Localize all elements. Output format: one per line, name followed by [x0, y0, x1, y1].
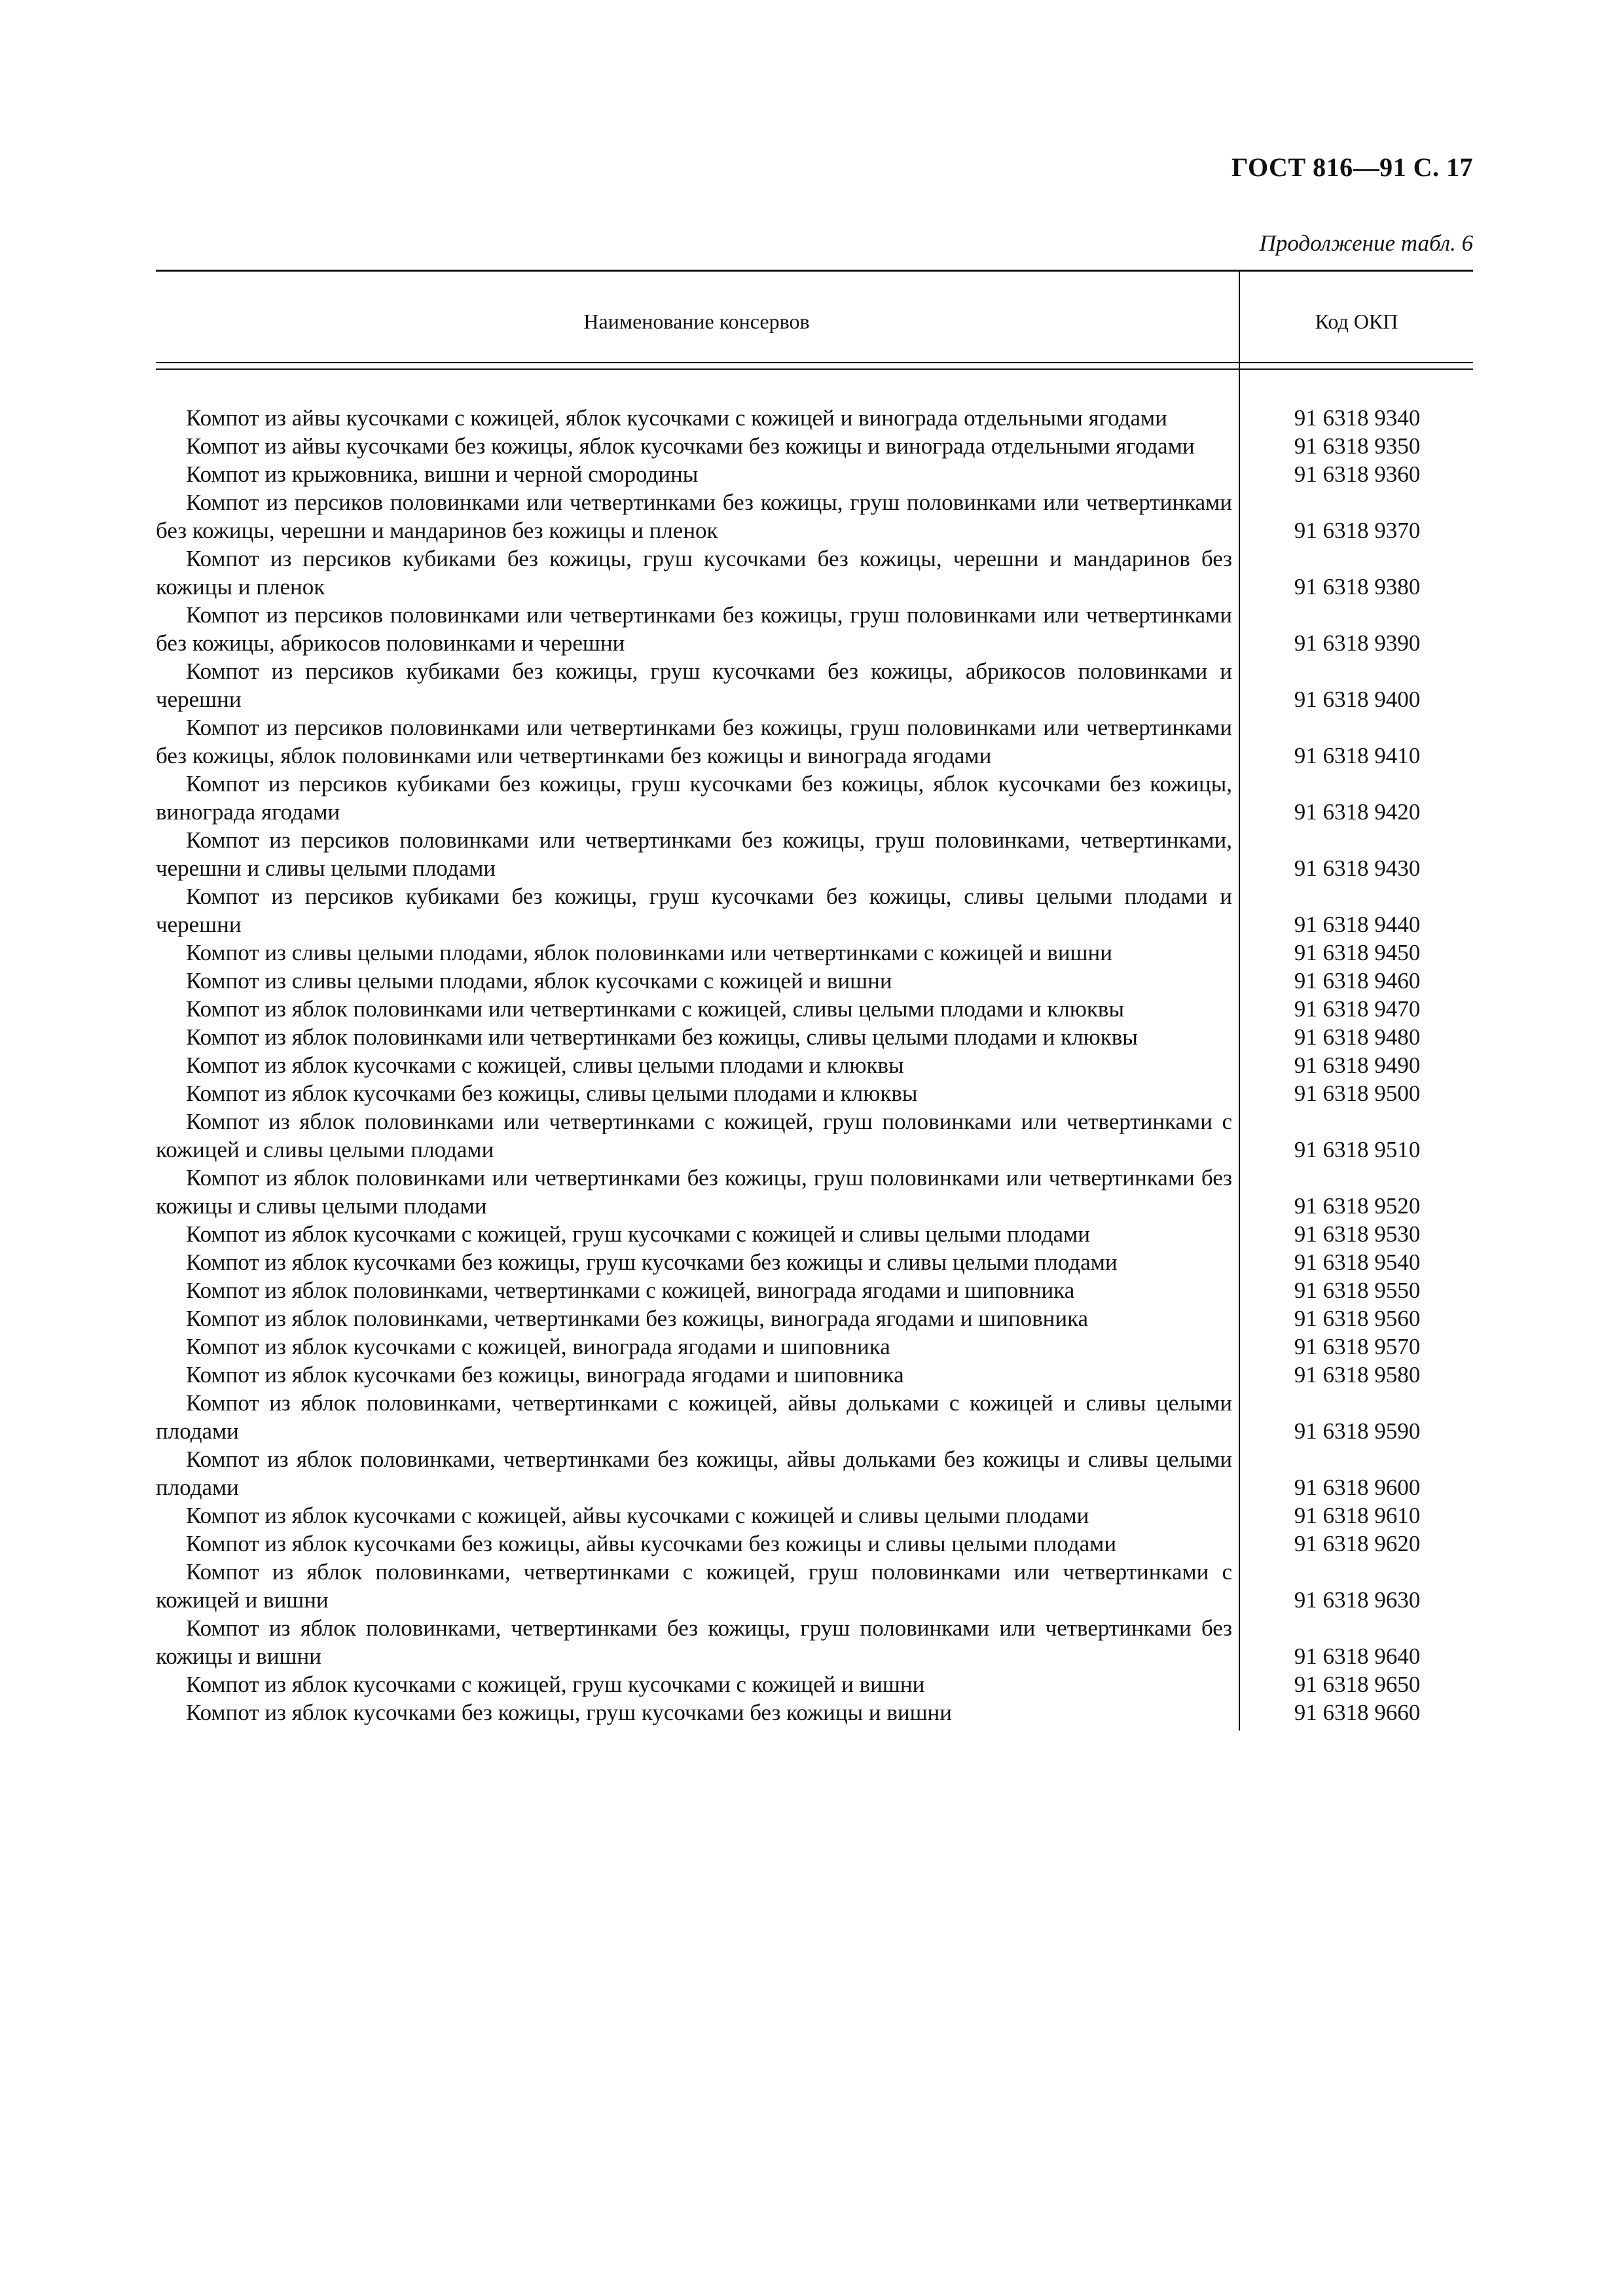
okp-code-cell: 91 6318 9500 [1294, 1081, 1421, 1106]
okp-code-cell: 91 6318 9510 [1294, 1137, 1421, 1162]
product-name-cell: Компот из персиков половинками или четвертинками без кожицы, груш половинками или четвертинками без кожицы, яблок половинками или четвертинками без кожицы и винограда ягодами [156, 715, 1232, 768]
okp-code-cell: 91 6318 9570 [1294, 1334, 1421, 1359]
okp-code-cell: 91 6318 9650 [1294, 1672, 1421, 1697]
table-row [156, 1445, 1473, 1501]
table-row [156, 1501, 1473, 1530]
okp-code-cell: 91 6318 9370 [1294, 518, 1421, 543]
okp-code-table [156, 270, 1473, 1727]
table-row [156, 1079, 1473, 1107]
table-row [156, 488, 1473, 545]
product-name-cell: Компот из яблок половинками или четвертинками с кожицей, груш половинками или четвертинками с кожицей и сливы целыми плодами [156, 1109, 1232, 1162]
product-name-cell: Компот из айвы кусочками с кожицей, яблок кусочками с кожицей и винограда отдельными ягодами [186, 405, 1167, 431]
table-row [156, 995, 1473, 1023]
okp-code-cell: 91 6318 9460 [1294, 968, 1421, 994]
table-row [156, 1164, 1473, 1220]
table-row [156, 1107, 1473, 1164]
table-row [156, 1614, 1473, 1670]
product-name-cell: Компот из яблок половинками, четвертинками с кожицей, груш половинками или четвертинками с кожицей и вишни [156, 1559, 1232, 1613]
table-row [156, 1698, 1473, 1727]
table-row [156, 1051, 1473, 1079]
product-name-cell: Компот из яблок кусочками с кожицей, сливы целыми плодами и клюквы [186, 1052, 904, 1078]
table-row [156, 713, 1473, 770]
okp-code-cell: 91 6318 9590 [1294, 1418, 1421, 1444]
table-row [156, 826, 1473, 882]
table-row [156, 1333, 1473, 1361]
product-name-cell: Компот из яблок кусочками без кожицы, груш кусочками без кожицы и сливы целыми плодами [186, 1249, 1118, 1275]
product-name-cell: Компот из яблок половинками, четвертинками без кожицы, груш половинками или четвертинками без кожицы и вишни [156, 1615, 1232, 1669]
okp-code-cell: 91 6318 9440 [1294, 912, 1421, 937]
okp-code-cell: 91 6318 9660 [1294, 1700, 1421, 1725]
product-name-cell: Компот из айвы кусочками без кожицы, яблок кусочками без кожицы и винограда отдельными ягодами [186, 433, 1195, 459]
product-name-cell: Компот из яблок половинками, четвертинками без кожицы, айвы дольками без кожицы и сливы целыми плодами [156, 1446, 1232, 1500]
table-row [156, 770, 1473, 826]
column-header-code: Код ОКП [1315, 310, 1398, 333]
okp-code-cell: 91 6318 9600 [1294, 1475, 1421, 1500]
product-name-cell: Компот из яблок половинками или четвертинками с кожицей, сливы целыми плодами и клюквы [186, 996, 1124, 1022]
product-name-cell: Компот из персиков кубиками без кожицы, груш кусочками без кожицы, сливы целыми плодами и черешни [156, 884, 1232, 937]
okp-code-cell: 91 6318 9400 [1294, 687, 1421, 712]
page-header: ГОСТ 816—91 С. 17 [1231, 152, 1473, 182]
okp-code-cell: 91 6318 9430 [1294, 855, 1421, 881]
okp-code-cell: 91 6318 9380 [1294, 574, 1421, 600]
product-name-cell: Компот из яблок кусочками без кожицы, сливы целыми плодами и клюквы [186, 1081, 918, 1106]
product-name-cell: Компот из персиков кубиками без кожицы, груш кусочками без кожицы, яблок кусочками без кожицы, винограда ягодами [156, 771, 1232, 825]
table-body [156, 370, 1473, 1727]
product-name-cell: Компот из персиков половинками или четвертинками без кожицы, груш половинками или четвертинками без кожицы, черешни и мандаринов без кожицы и пленок [156, 490, 1232, 543]
product-name-cell: Компот из яблок кусочками без кожицы, винограда ягодами и шиповника [186, 1362, 904, 1388]
product-name-cell: Компот из яблок половинками, четвертинками с кожицей, винограда ягодами и шиповника [186, 1278, 1075, 1303]
table-row [156, 1361, 1473, 1389]
product-name-cell: Компот из яблок кусочками с кожицей, груш кусочками с кожицей и вишни [186, 1672, 925, 1697]
okp-code-cell: 91 6318 9580 [1294, 1362, 1421, 1388]
table-row [156, 545, 1473, 601]
okp-code-cell: 91 6318 9560 [1294, 1306, 1421, 1331]
product-name-cell: Компот из персиков кубиками без кожицы, груш кусочками без кожицы, абрикосов половинками и черешни [156, 658, 1232, 712]
table-row [156, 1670, 1473, 1698]
okp-code-cell: 91 6318 9360 [1294, 461, 1421, 487]
table-row [156, 404, 1473, 432]
okp-code-cell: 91 6318 9480 [1294, 1024, 1421, 1050]
okp-code-cell: 91 6318 9450 [1294, 940, 1421, 965]
table-header [156, 270, 1473, 370]
table-row [156, 1389, 1473, 1445]
okp-code-cell: 91 6318 9490 [1294, 1052, 1421, 1078]
column-header-name: Наименование консервов [583, 310, 810, 333]
product-name-cell: Компот из крыжовника, вишни и черной смородины [186, 461, 699, 487]
table-row [156, 1023, 1473, 1051]
product-name-cell: Компот из яблок кусочками с кожицей, винограда ягодами и шиповника [186, 1334, 890, 1359]
product-name-cell: Компот из яблок кусочками без кожицы, груш кусочками без кожицы и вишни [186, 1700, 953, 1725]
product-name-cell: Компот из яблок половинками, четвертинками с кожицей, айвы дольками с кожицей и сливы целыми плодами [156, 1390, 1232, 1444]
table-row [156, 1530, 1473, 1558]
table-row [156, 967, 1473, 995]
okp-code-cell: 91 6318 9520 [1294, 1193, 1421, 1219]
product-name-cell: Компот из яблок кусочками без кожицы, айвы кусочками без кожицы и сливы целыми плодами [186, 1531, 1117, 1556]
okp-code-cell: 91 6318 9610 [1294, 1503, 1421, 1528]
product-name-cell: Компот из персиков кубиками без кожицы, груш кусочками без кожицы, черешни и мандаринов без кожицы и пленок [156, 546, 1232, 600]
product-name-cell: Компот из яблок половинками или четвертинками без кожицы, груш половинками или четвертинками без кожицы и сливы целыми плодами [156, 1165, 1232, 1219]
table-row [156, 882, 1473, 939]
table-row [156, 657, 1473, 713]
table-row [156, 1276, 1473, 1304]
okp-code-cell: 91 6318 9540 [1294, 1249, 1421, 1275]
okp-code-cell: 91 6318 9530 [1294, 1221, 1421, 1247]
table-row [156, 939, 1473, 967]
table-row [156, 1248, 1473, 1276]
okp-code-cell: 91 6318 9550 [1294, 1278, 1421, 1303]
product-name-cell: Компот из сливы целыми плодами, яблок половинками или четвертинками с кожицей и вишни [186, 940, 1112, 965]
okp-code-cell: 91 6318 9640 [1294, 1643, 1421, 1669]
table-row [156, 460, 1473, 488]
product-name-cell: Компот из сливы целыми плодами, яблок кусочками с кожицей и вишни [186, 968, 892, 994]
okp-code-cell: 91 6318 9470 [1294, 996, 1421, 1022]
product-name-cell: Компот из яблок кусочками с кожицей, айвы кусочками с кожицей и сливы целыми плодами [186, 1503, 1089, 1528]
okp-code-cell: 91 6318 9420 [1294, 799, 1421, 825]
okp-code-cell: 91 6318 9350 [1294, 433, 1421, 459]
okp-code-cell: 91 6318 9620 [1294, 1531, 1421, 1556]
product-name-cell: Компот из яблок половинками, четвертинками без кожицы, винограда ягодами и шиповника [186, 1306, 1089, 1331]
table-row [156, 1304, 1473, 1333]
okp-code-cell: 91 6318 9340 [1294, 405, 1421, 431]
product-name-cell: Компот из яблок кусочками с кожицей, груш кусочками с кожицей и сливы целыми плодами [186, 1221, 1090, 1247]
okp-code-cell: 91 6318 9390 [1294, 630, 1421, 656]
product-name-cell: Компот из яблок половинками или четвертинками без кожицы, сливы целыми плодами и клюквы [186, 1024, 1138, 1050]
table-row [156, 432, 1473, 460]
okp-code-cell: 91 6318 9630 [1294, 1587, 1421, 1613]
product-name-cell: Компот из персиков половинками или четвертинками без кожицы, груш половинками или четвертинками без кожицы, абрикосов половинками и черешни [156, 602, 1232, 656]
table-row [156, 601, 1473, 657]
table-row [156, 1220, 1473, 1248]
table-row [156, 1558, 1473, 1614]
product-name-cell: Компот из персиков половинками или четвертинками без кожицы, груш половинками, четвертинками, черешни и сливы целыми плодами [156, 827, 1232, 881]
okp-code-cell: 91 6318 9410 [1294, 743, 1421, 768]
table-continuation-label: Продолжение табл. 6 [1259, 230, 1473, 256]
